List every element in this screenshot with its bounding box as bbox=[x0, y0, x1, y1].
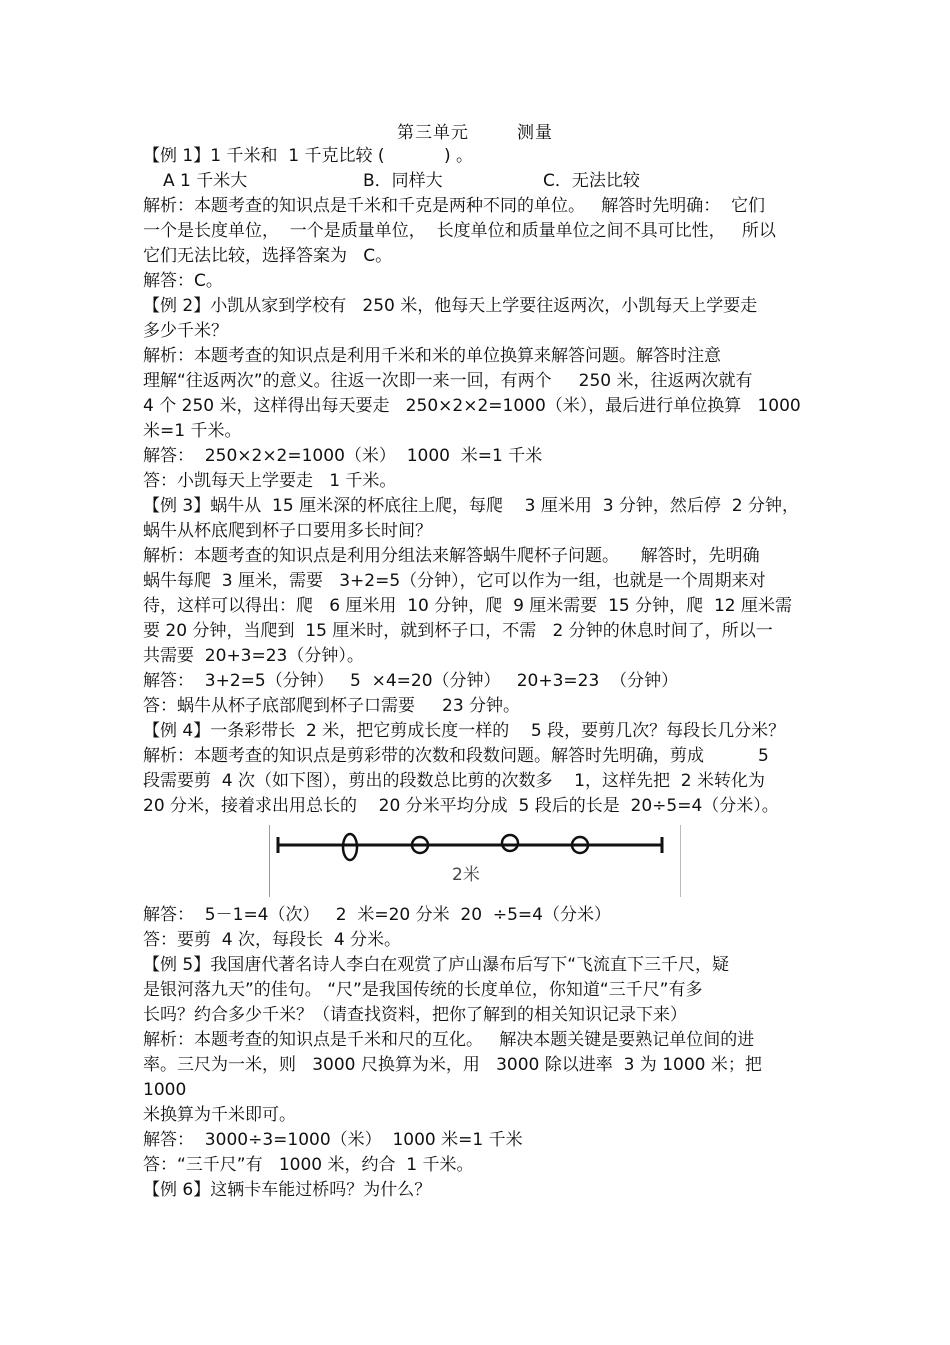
cut-mark-1 bbox=[343, 834, 357, 860]
analysis-line: 一个是长度单位， 一个是质量单位， 长度单位和质量单位之间不具可比性， 所以 bbox=[143, 221, 776, 241]
example-5-question: 【例 5】我国唐代著名诗人李白在观赏了庐山瀑布后写下“飞流直下三千尺，疑 bbox=[143, 955, 730, 975]
analysis-line: 20 分米，接着求出用总长的 20 分米平均分成 5 段后的长是 20÷5=4（分米）。 bbox=[143, 796, 779, 816]
final-answer: 答：小凯每天上学要走 1 千米。 bbox=[143, 471, 397, 491]
analysis-line: 米=1 千米。 bbox=[143, 421, 242, 441]
example-2-question: 【例 2】小凯从家到学校有 250 米，他每天上学要往返两次，小凯每天上学要走 bbox=[143, 296, 758, 316]
example-1-question: 【例 1】1 千米和 1 千克比较 ( ) 。 bbox=[143, 146, 473, 166]
answer-line: 解答： 250×2×2=1000（米） 1000 米=1 千米 bbox=[143, 446, 543, 466]
title-topic: 测量 bbox=[517, 123, 553, 143]
option-a: A 1 千米大 bbox=[163, 171, 248, 191]
answer-line: 解答： 3000÷3=1000（米） 1000 米=1 千米 bbox=[143, 1130, 523, 1150]
analysis-line: 要 20 分钟，当爬到 15 厘米时，就到杯子口，不需 2 分钟的休息时间了，所以一 bbox=[143, 621, 773, 641]
example-5-question: 是银河落九天”的佳句。 “尺”是我国传统的长度单位，你知道“三千尺”有多 bbox=[143, 980, 703, 1000]
final-answer: 答：蜗牛从杯子底部爬到杯子口需要 23 分钟。 bbox=[143, 696, 521, 716]
analysis-line: 解析：本题考查的知识点是剪彩带的次数和段数问题。解答时先明确，剪成 5 bbox=[143, 746, 769, 766]
cut-mark-3 bbox=[502, 835, 518, 851]
example-1-options bbox=[143, 169, 813, 194]
analysis-line: 4 个 250 米，这样得出每天要走 250×2×2=1000（米），最后进行单位换算 1000 bbox=[143, 396, 801, 416]
analysis-line: 解析：本题考查的知识点是利用千米和米的单位换算来解答问题。解答时注意 bbox=[143, 346, 721, 366]
analysis-line: 解析：本题考查的知识点是利用分组法来解答蜗牛爬杯子问题。 解答时，先明确 bbox=[143, 546, 760, 566]
option-c: C．无法比较 bbox=[543, 171, 640, 191]
analysis-line: 蜗牛每爬 3 厘米，需要 3+2=5（分钟），它可以作为一组，也就是一个周期来对 bbox=[143, 571, 766, 591]
example-4-question: 【例 4】一条彩带长 2 米，把它剪成长度一样的 5 段，要剪几次？每段长几分米？ bbox=[143, 721, 786, 741]
example-3-question: 蜗牛从杯底爬到杯子口要用多长时间？ bbox=[143, 521, 432, 541]
example-3-question: 【例 3】蜗牛从 15 厘米深的杯底往上爬，每爬 3 厘米用 3 分钟，然后停 2 分钟， bbox=[143, 496, 799, 516]
analysis-line: 理解“往返两次”的意义。往返一次即一来一回，有两个 250 米，往返两次就有 bbox=[143, 371, 753, 391]
example-6-question: 【例 6】这辆卡车能过桥吗？为什么？ bbox=[143, 1180, 432, 1200]
analysis-line: 待，这样可以得出：爬 6 厘米用 10 分钟，爬 9 厘米需要 15 分钟，爬 12 厘米需 bbox=[143, 596, 792, 616]
analysis-line: 米换算为千米即可。 bbox=[143, 1105, 296, 1125]
example-2-question: 多少千米？ bbox=[143, 321, 228, 341]
title-unit: 第三单元 bbox=[397, 123, 469, 143]
document-body bbox=[143, 144, 813, 1203]
analysis-line: 率。三尺为一米，则 3000 尺换算为米，用 3000 除以进率 3 为 1000 米；把 1000 bbox=[143, 1055, 773, 1100]
ribbon-length-label: 2米 bbox=[452, 865, 480, 885]
option-b: B．同样大 bbox=[363, 171, 443, 191]
page-title bbox=[0, 118, 950, 143]
example-5-question: 长吗？约合多少千米？（请查找资料，把你了解到的相关知识记录下来） bbox=[143, 1005, 687, 1025]
analysis-line: 它们无法比较，选择答案为 C。 bbox=[143, 246, 393, 266]
answer-line: 解答： 3+2=5（分钟） 5 ×4=20（分钟） 20+3=23 （分钟） bbox=[143, 671, 679, 691]
final-answer: 答：“三千尺”有 1000 米，约合 1 千米。 bbox=[143, 1155, 474, 1175]
analysis-line: 段需要剪 4 次（如下图），剪出的段数总比剪的次数多 1，这样先把 2 米转化为 bbox=[143, 771, 765, 791]
final-answer: 答：要剪 4 次，每段长 4 分米。 bbox=[143, 930, 402, 950]
analysis-line: 解析：本题考查的知识点是千米和尺的互化。 解决本题关键是要熟记单位间的进 bbox=[143, 1030, 755, 1050]
answer-line: 解答： 5－1=4（次） 2 米=20 分米 20 ÷5=4（分米） bbox=[143, 905, 611, 925]
analysis-line: 解析：本题考查的知识点是千米和千克是两种不同的单位。 解答时先明确： 它们 bbox=[143, 196, 766, 216]
analysis-line: 共需要 20+3=23（分钟）。 bbox=[143, 646, 364, 666]
answer-line: 解答：C。 bbox=[143, 271, 223, 291]
ribbon-cut-diagram bbox=[269, 825, 681, 897]
